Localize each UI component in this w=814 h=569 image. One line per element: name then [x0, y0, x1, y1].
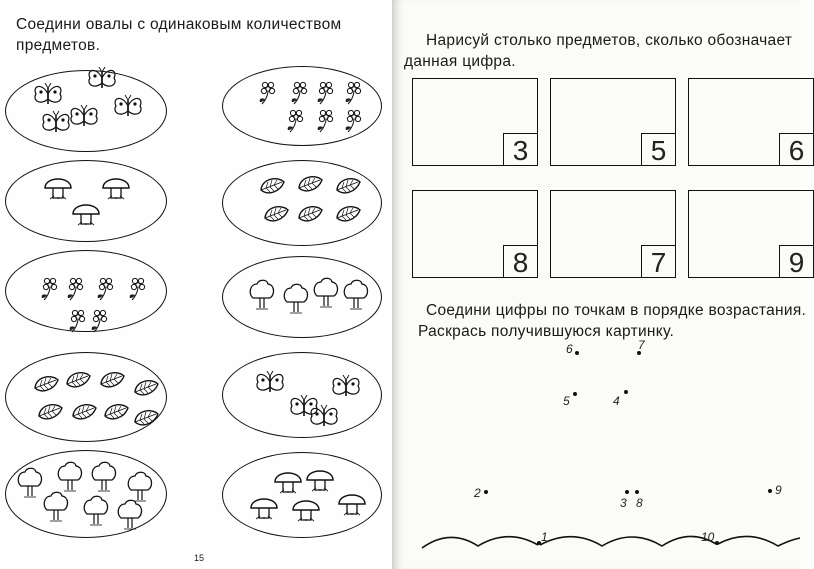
digit-6: 6 — [779, 133, 814, 166]
dot-label-7: 7 — [638, 338, 645, 352]
dot-label-2: 2 — [474, 486, 481, 500]
connect-instruction-line2: Раскрась получившуюся картинку. — [418, 323, 675, 340]
wave-line — [392, 0, 800, 569]
digit-8: 8 — [503, 245, 538, 278]
dot-label-3: 3 — [620, 496, 627, 510]
dot-label-4: 4 — [613, 394, 620, 408]
dot-label-6: 6 — [566, 342, 573, 356]
draw-instruction-line1: Нарисуй столько предметов, сколько обозначает — [426, 32, 793, 49]
draw-instruction-line2: данная цифра. — [404, 53, 516, 70]
digit-7: 7 — [641, 245, 676, 278]
dot-label-8: 8 — [636, 496, 643, 510]
dot-label-10: 10 — [701, 530, 715, 544]
oval-icons — [0, 0, 392, 569]
digit-3: 3 — [503, 133, 538, 166]
page-number: 15 — [194, 553, 205, 563]
left-instruction-line2: предметов. — [16, 37, 101, 54]
digit-5: 5 — [641, 133, 676, 166]
dot-label-5: 5 — [563, 394, 570, 408]
right-page — [392, 0, 807, 569]
dot-label-1: 1 — [541, 530, 548, 544]
left-instruction-line1: Соедини овалы с одинаковым количеством — [16, 16, 342, 33]
left-page — [0, 0, 392, 569]
dot-label-9: 9 — [775, 483, 782, 497]
connect-instruction-line1: Соедини цифры по точкам в порядке возрастания. — [426, 302, 807, 319]
digit-9: 9 — [779, 245, 814, 278]
